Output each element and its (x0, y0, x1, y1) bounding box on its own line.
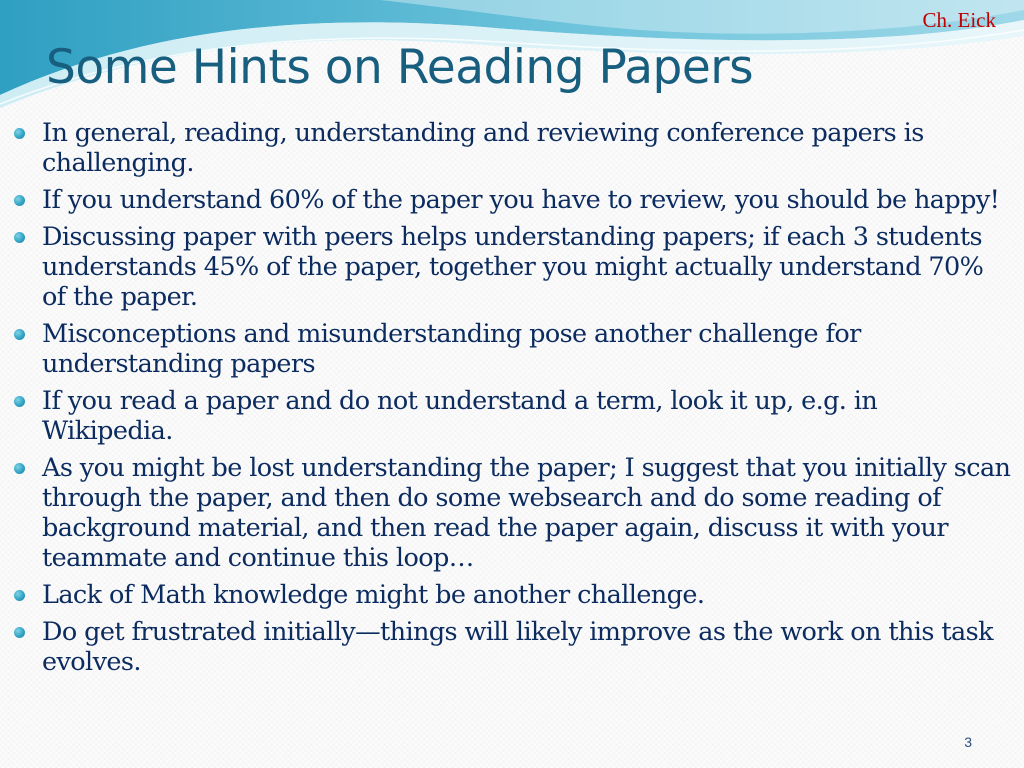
bullet-dot-icon (14, 232, 25, 243)
bullet-text: If you understand 60% of the paper you have to review, you should be happy! (42, 185, 1000, 215)
bullet-dot-icon (14, 329, 25, 340)
bullet-text: Lack of Math knowledge might be another challenge. (42, 580, 705, 610)
author-label: Ch. Eick (922, 8, 996, 32)
bullet-dot-icon (14, 195, 25, 206)
bullet-dot-icon (14, 396, 25, 407)
bullet-dot-icon (14, 590, 25, 601)
bullet-dot-icon (14, 463, 25, 474)
bullet-text: If you read a paper and do not understand a term, look it up, e.g. in Wikipedia. (42, 386, 878, 446)
bullet-text: Discussing paper with peers helps understanding papers; if each 3 students understands 45% of the paper, together you might actually understand 70% of the paper. (42, 222, 984, 312)
bullet-text: In general, reading, understanding and reviewing conference papers is challenging. (42, 118, 924, 178)
bullet-item (14, 386, 1014, 446)
bullet-item (14, 617, 1014, 677)
bullet-item (14, 185, 1014, 215)
page-number: 3 (964, 734, 972, 750)
bullet-list (14, 118, 1014, 684)
bullet-item (14, 319, 1014, 379)
bullet-text: Do get frustrated initially—things will likely improve as the work on this task evolves. (42, 617, 993, 677)
bullet-item (14, 118, 1014, 178)
bullet-item (14, 580, 1014, 610)
bullet-dot-icon (14, 128, 25, 139)
slide-title: Some Hints on Reading Papers (46, 40, 754, 95)
bullet-text: As you might be lost understanding the paper; I suggest that you initially scan through the paper, and then do some websearch and do some reading of background material, and then read the paper again, discuss it with your teammate and continue this loop… (42, 453, 1011, 573)
bullet-dot-icon (14, 627, 25, 638)
bullet-item (14, 453, 1014, 573)
bullet-text: Misconceptions and misunderstanding pose another challenge for understanding papers (42, 319, 861, 379)
bullet-item (14, 222, 1014, 312)
